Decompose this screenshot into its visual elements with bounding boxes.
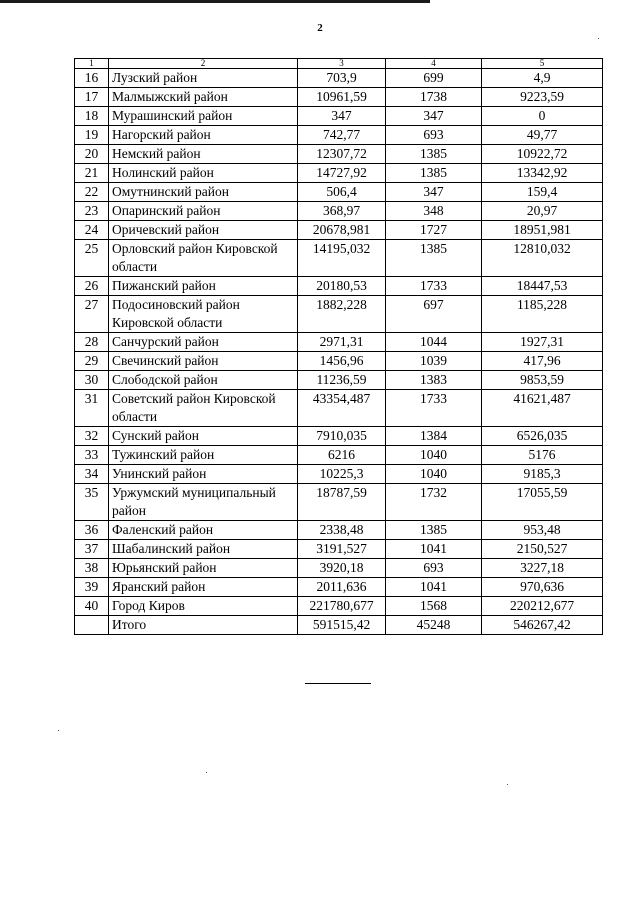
value-col4: 347: [386, 107, 482, 126]
table-row: [75, 540, 603, 559]
value-col3: 2338,48: [298, 521, 386, 540]
table-row: [75, 427, 603, 446]
total-col4: 45248: [386, 616, 482, 635]
district-name: Подосиновский район Кировской области: [109, 296, 298, 333]
closing-rule: [305, 683, 371, 684]
value-col3: 506,4: [298, 183, 386, 202]
value-col4: 699: [386, 69, 482, 88]
value-col5: 6526,035: [482, 427, 603, 446]
table-row: [75, 597, 603, 616]
district-name: Санчурский район: [109, 333, 298, 352]
header-cell-2: 2: [109, 59, 298, 69]
scan-edge-bar: [0, 0, 430, 3]
table-row: [75, 484, 603, 521]
table-row: [75, 559, 603, 578]
table-row: [75, 371, 603, 390]
value-col5: 1185,228: [482, 296, 603, 333]
value-col5: 2150,527: [482, 540, 603, 559]
value-col5: 159,4: [482, 183, 603, 202]
total-row: [75, 616, 603, 635]
table-row: [75, 183, 603, 202]
value-col5: 49,77: [482, 126, 603, 145]
value-col3: 11236,59: [298, 371, 386, 390]
district-name: Советский район Кировской области: [109, 390, 298, 427]
value-col3: 703,9: [298, 69, 386, 88]
value-col4: 1732: [386, 484, 482, 521]
district-name: Фаленский район: [109, 521, 298, 540]
value-col3: 2971,31: [298, 333, 386, 352]
value-col4: 1039: [386, 352, 482, 371]
value-col5: 18951,981: [482, 221, 603, 240]
value-col3: 6216: [298, 446, 386, 465]
value-col3: 43354,487: [298, 390, 386, 427]
value-col3: 3920,18: [298, 559, 386, 578]
district-name: Немский район: [109, 145, 298, 164]
value-col4: 693: [386, 559, 482, 578]
row-number: 24: [75, 221, 109, 240]
table-row: [75, 164, 603, 183]
value-col5: 13342,92: [482, 164, 603, 183]
row-number: 19: [75, 126, 109, 145]
value-col3: 1882,228: [298, 296, 386, 333]
row-number: 33: [75, 446, 109, 465]
value-col5: 12810,032: [482, 240, 603, 277]
budget-table: [74, 58, 603, 635]
value-col4: 1040: [386, 465, 482, 484]
total-blank: [75, 616, 109, 635]
district-name: Малмыжский район: [109, 88, 298, 107]
row-number: 31: [75, 390, 109, 427]
row-number: 38: [75, 559, 109, 578]
page-number: 2: [317, 22, 323, 34]
value-col4: 1385: [386, 164, 482, 183]
value-col5: 953,48: [482, 521, 603, 540]
table-row: [75, 333, 603, 352]
table-row: [75, 202, 603, 221]
district-name: Юрьянский район: [109, 559, 298, 578]
value-col3: 10225,3: [298, 465, 386, 484]
value-col3: 7910,035: [298, 427, 386, 446]
row-number: 20: [75, 145, 109, 164]
row-number: 39: [75, 578, 109, 597]
value-col3: 3191,527: [298, 540, 386, 559]
header-cell-1: 1: [75, 59, 109, 69]
value-col5: 4,9: [482, 69, 603, 88]
row-number: 26: [75, 277, 109, 296]
row-number: 32: [75, 427, 109, 446]
value-col5: 0: [482, 107, 603, 126]
row-number: 23: [75, 202, 109, 221]
value-col3: 2011,636: [298, 578, 386, 597]
value-col3: 14727,92: [298, 164, 386, 183]
value-col5: 9853,59: [482, 371, 603, 390]
district-name: Оричевский район: [109, 221, 298, 240]
row-number: 16: [75, 69, 109, 88]
value-col4: 1568: [386, 597, 482, 616]
value-col4: 1385: [386, 145, 482, 164]
table-row: [75, 145, 603, 164]
value-col3: 347: [298, 107, 386, 126]
scan-speck: [507, 784, 508, 785]
value-col4: 1733: [386, 277, 482, 296]
table-row: [75, 277, 603, 296]
row-number: 22: [75, 183, 109, 202]
total-col5: 546267,42: [482, 616, 603, 635]
value-col4: 1384: [386, 427, 482, 446]
district-name: Тужинский район: [109, 446, 298, 465]
value-col5: 9185,3: [482, 465, 603, 484]
value-col5: 9223,59: [482, 88, 603, 107]
table-row: [75, 352, 603, 371]
row-number: 18: [75, 107, 109, 126]
value-col3: 221780,677: [298, 597, 386, 616]
value-col3: 18787,59: [298, 484, 386, 521]
value-col4: 347: [386, 183, 482, 202]
district-name: Уржумский муниципальный район: [109, 484, 298, 521]
value-col4: 1385: [386, 521, 482, 540]
scan-speck: [598, 38, 599, 39]
table-row: [75, 69, 603, 88]
row-number: 28: [75, 333, 109, 352]
value-col4: 1041: [386, 578, 482, 597]
table-row: [75, 446, 603, 465]
row-number: 21: [75, 164, 109, 183]
value-col4: 1733: [386, 390, 482, 427]
value-col5: 970,636: [482, 578, 603, 597]
row-number: 36: [75, 521, 109, 540]
district-name: Яранский район: [109, 578, 298, 597]
value-col3: 20180,53: [298, 277, 386, 296]
district-name: Омутнинский район: [109, 183, 298, 202]
table-row: [75, 221, 603, 240]
value-col4: 697: [386, 296, 482, 333]
row-number: 27: [75, 296, 109, 333]
value-col4: 1385: [386, 240, 482, 277]
header-row: [75, 59, 603, 69]
value-col5: 5176: [482, 446, 603, 465]
district-name: Свечинский район: [109, 352, 298, 371]
table-row: [75, 126, 603, 145]
row-number: 34: [75, 465, 109, 484]
value-col4: 1041: [386, 540, 482, 559]
table-row: [75, 88, 603, 107]
value-col3: 14195,032: [298, 240, 386, 277]
value-col4: 1044: [386, 333, 482, 352]
value-col5: 20,97: [482, 202, 603, 221]
district-name: Лузский район: [109, 69, 298, 88]
district-name: Унинский район: [109, 465, 298, 484]
value-col5: 1927,31: [482, 333, 603, 352]
value-col5: 10922,72: [482, 145, 603, 164]
table-row: [75, 578, 603, 597]
table-row: [75, 521, 603, 540]
header-cell-5: 5: [482, 59, 603, 69]
table-row: [75, 107, 603, 126]
row-number: 37: [75, 540, 109, 559]
value-col3: 20678,981: [298, 221, 386, 240]
value-col4: 1383: [386, 371, 482, 390]
district-name: Мурашинский район: [109, 107, 298, 126]
value-col5: 41621,487: [482, 390, 603, 427]
header-cell-4: 4: [386, 59, 482, 69]
scan-speck: [58, 730, 59, 731]
table-row: [75, 390, 603, 427]
district-name: Шабалинский район: [109, 540, 298, 559]
district-name: Опаринский район: [109, 202, 298, 221]
value-col3: 368,97: [298, 202, 386, 221]
row-number: 30: [75, 371, 109, 390]
row-number: 35: [75, 484, 109, 521]
value-col3: 1456,96: [298, 352, 386, 371]
value-col5: 3227,18: [482, 559, 603, 578]
value-col4: 348: [386, 202, 482, 221]
value-col5: 17055,59: [482, 484, 603, 521]
value-col5: 220212,677: [482, 597, 603, 616]
row-number: 29: [75, 352, 109, 371]
value-col3: 10961,59: [298, 88, 386, 107]
table-body: [75, 59, 603, 635]
district-name: Слободской район: [109, 371, 298, 390]
district-name: Город Киров: [109, 597, 298, 616]
header-cell-3: 3: [298, 59, 386, 69]
value-col4: 1738: [386, 88, 482, 107]
value-col5: 417,96: [482, 352, 603, 371]
row-number: 17: [75, 88, 109, 107]
value-col3: 12307,72: [298, 145, 386, 164]
total-col3: 591515,42: [298, 616, 386, 635]
district-name: Сунский район: [109, 427, 298, 446]
district-name: Орловский район Кировской области: [109, 240, 298, 277]
value-col4: 1040: [386, 446, 482, 465]
table-row: [75, 465, 603, 484]
district-name: Нагорский район: [109, 126, 298, 145]
row-number: 25: [75, 240, 109, 277]
district-name: Пижанский район: [109, 277, 298, 296]
table-row: [75, 296, 603, 333]
district-name: Нолинский район: [109, 164, 298, 183]
value-col4: 693: [386, 126, 482, 145]
table-row: [75, 240, 603, 277]
row-number: 40: [75, 597, 109, 616]
total-label: Итого: [109, 616, 298, 635]
value-col4: 1727: [386, 221, 482, 240]
scan-speck: [206, 772, 207, 773]
value-col5: 18447,53: [482, 277, 603, 296]
value-col3: 742,77: [298, 126, 386, 145]
